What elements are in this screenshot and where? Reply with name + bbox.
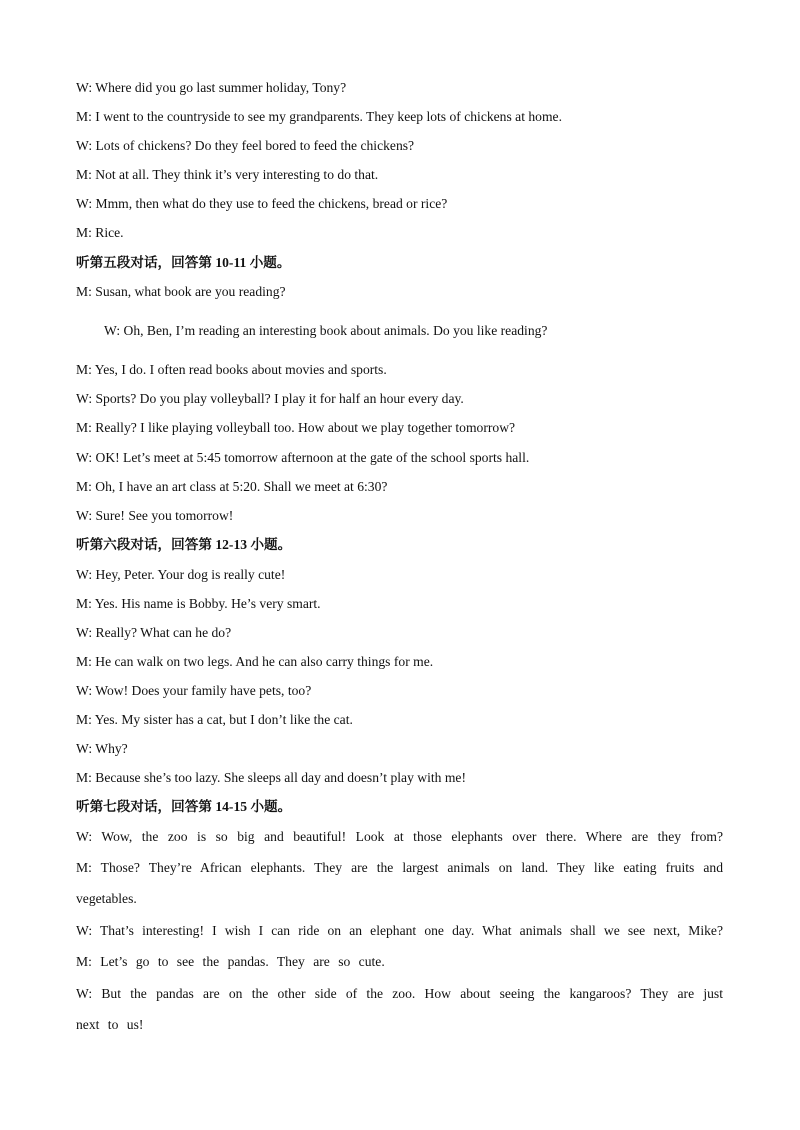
dialogue-line: M: Susan, what book are you reading? [76,284,286,299]
dialogue-line: M: He can walk on two legs. And he can also carry things for me. [76,654,434,669]
dialogue-line: M: Let’s go to see the pandas. They are so cute. [76,954,385,969]
section-heading: 听第六段对话，回答第 12-13 小题。 [76,537,292,552]
dialogue-line: W: Sports? Do you play volleyball? I play it for half an hour every day. [76,391,464,406]
dialogue-line: W: Hey, Peter. Your dog is really cute! [76,567,286,582]
dialogue-line: W: Oh, Ben, I’m reading an interesting book about animals. Do you like reading? [104,323,548,338]
section-heading: 听第五段对话，回答第 10-11 小题。 [76,255,291,270]
dialogue-line: M: Because she’s too lazy. She sleeps all day and doesn’t play with me! [76,770,466,785]
dialogue-line: M: Yes. His name is Bobby. He’s very smart. [76,596,321,611]
dialogue-line: M: I went to the countryside to see my grandparents. They keep lots of chickens at home. [76,109,562,124]
dialogue-line: W: OK! Let’s meet at 5:45 tomorrow afternoon at the gate of the school sports hall. [76,450,530,465]
dialogue-line: M: Yes. My sister has a cat, but I don’t like the cat. [76,712,353,727]
dialogue-line: M: Those? They’re African elephants. They are the largest animals on land. They like eating fruits and [76,860,723,875]
dialogue-line: W: Lots of chickens? Do they feel bored to feed the chickens? [76,138,415,153]
dialogue-line: W: Where did you go last summer holiday, Tony? [76,80,347,95]
dialogue-line: vegetables. [76,891,137,906]
dialogue-line: M: Really? I like playing volleyball too. How about we play together tomorrow? [76,420,516,435]
dialogue-line: M: Not at all. They think it’s very interesting to do that. [76,167,379,182]
dialogue-line: W: But the pandas are on the other side of the zoo. How about seeing the kangaroos? They are just [76,986,723,1001]
dialogue-line: M: Oh, I have an art class at 5:20. Shall we meet at 6:30? [76,479,388,494]
dialogue-line: W: Why? [76,741,128,756]
section-heading: 听第七段对话，回答第 14-15 小题。 [76,799,292,814]
dialogue-line: next to us! [76,1017,144,1032]
dialogue-line: W: Mmm, then what do they use to feed the chickens, bread or rice? [76,196,448,211]
dialogue-line: W: Sure! See you tomorrow! [76,508,234,523]
dialogue-line: W: Really? What can he do? [76,625,232,640]
dialogue-line: W: Wow, the zoo is so big and beautiful! Look at those elephants over there. Where are they from? [76,829,723,844]
dialogue-line: M: Yes, I do. I often read books about movies and sports. [76,362,387,377]
dialogue-line: M: Rice. [76,225,124,240]
dialogue-line: W: That’s interesting! I wish I can ride on an elephant one day. What animals shall we see next, Mike? [76,923,723,938]
dialogue-line: W: Wow! Does your family have pets, too? [76,683,312,698]
